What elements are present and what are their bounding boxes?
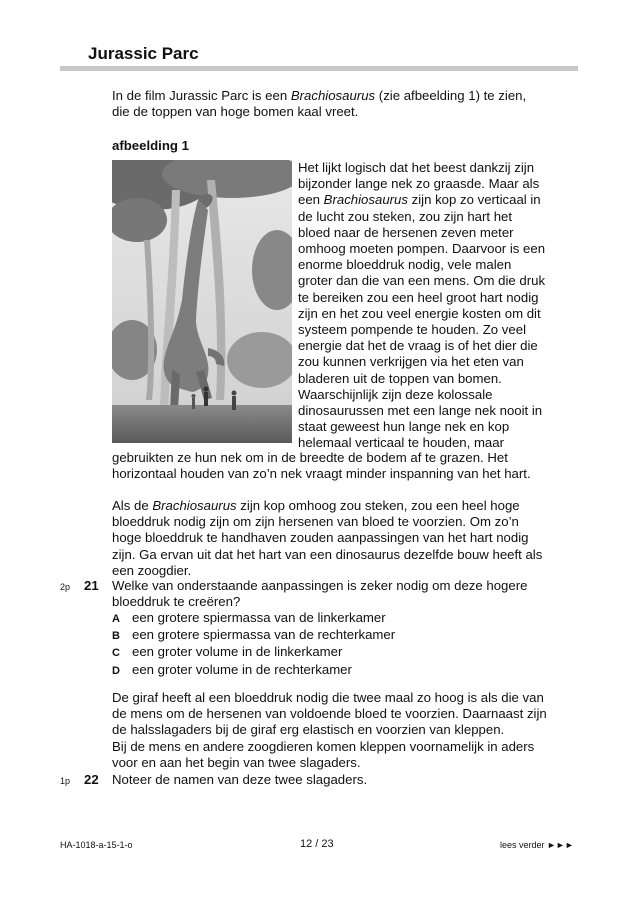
paragraph-2	[112, 498, 562, 579]
paragraph-2-text: bloeddruk nodig zijn om zijn hersenen van bloed te voorzien. Om zo’n	[112, 514, 519, 530]
footer-code: HA-1018-a-15-1-o	[60, 840, 133, 850]
wrap-text: helemaal verticaal te houden, maar	[298, 435, 504, 451]
wrap-text: zijn kop zo verticaal in	[407, 192, 541, 208]
q21-options	[112, 610, 562, 679]
paragraph-3-line	[112, 755, 562, 771]
wrap-line	[298, 192, 568, 208]
paragraph-2-text: hoge bloeddruk te handhaven zouden aanpassingen van het hart nodig	[112, 530, 529, 546]
wrap-line	[298, 387, 568, 403]
wrap-text: bijzonder lange nek zo graasde. Maar als	[298, 176, 540, 192]
intro-text: (zie afbeelding 1) te zien,	[375, 88, 527, 103]
option-letter: C	[112, 647, 120, 660]
wrap-line	[298, 371, 568, 387]
paragraph-3-line	[112, 722, 562, 738]
paragraph-2-line	[112, 547, 562, 563]
wrap-text: staat geweest hun lange nek en kop	[298, 419, 510, 435]
option-letter: A	[112, 613, 120, 625]
q22-number: 22	[84, 772, 99, 787]
brachiosaurus-photo	[112, 160, 292, 443]
intro-line	[112, 88, 562, 104]
wrap-text: zou kunnen verkrijgen via het eten van	[298, 354, 524, 370]
figure-heading: afbeelding 1	[112, 138, 189, 153]
wrap-text: Brachiosaurus	[323, 192, 408, 208]
option-letter: B	[112, 630, 120, 643]
intro-text: die de toppen van hoge bomen kaal vreet.	[112, 104, 359, 120]
wrap-text: Waarschijnlijk zijn deze kolossale	[298, 386, 493, 402]
q21-line-1: Welke van onderstaande aanpassingen is zeker nodig om deze hogere	[112, 578, 528, 593]
intro-text: In de film Jurassic Parc is een	[112, 88, 291, 103]
paragraph-3-line	[112, 739, 562, 755]
wrap-text: dinosaurussen met een lange nek nooit in	[298, 403, 543, 419]
footer-next: lees verder ►►►	[500, 840, 574, 850]
paragraph-3-text: de mens om de hersenen van voldoende bloed te voorzien. Daarnaast zijn	[112, 706, 547, 722]
continued-text: gebruikten ze hun nek om in de breedte de bodem af te grazen. Het	[112, 450, 508, 465]
continued-line	[112, 450, 562, 466]
answer-option	[112, 644, 562, 661]
option-text: een groter volume in de linkerkamer	[132, 644, 343, 660]
paragraph-2-text: Als de	[112, 498, 153, 513]
intro-line	[112, 104, 562, 120]
paragraph-3-text: De giraf heeft al een bloeddruk nodig die twee maal zo hoog is als die van	[112, 690, 544, 705]
q21-line-2: bloeddruk te creëren?	[112, 594, 241, 610]
wrap-line	[298, 306, 568, 322]
paragraph-2-text: een zoogdier.	[112, 562, 192, 578]
wrap-line	[298, 290, 568, 306]
paragraph-3-text: Bij de mens en andere zoogdieren komen kleppen voornamelijk in aders	[112, 738, 535, 754]
wrap-line	[298, 273, 568, 289]
answer-option	[112, 627, 562, 644]
continued-text: horizontaal houden van zo’n nek vraagt minder inspanning van het hart.	[112, 466, 531, 482]
wrap-line	[298, 209, 568, 225]
q21-points: 2p	[60, 582, 71, 592]
wrap-line	[298, 225, 568, 241]
footer-page: 12 / 23	[300, 838, 334, 850]
q22-points: 1p	[60, 776, 71, 786]
continued-line	[112, 466, 562, 482]
wrap-text: bloed naar de hersenen zeven meter	[298, 224, 514, 240]
wrap-line	[298, 403, 568, 419]
page-title: Jurassic Parc	[88, 44, 199, 63]
wrap-line	[298, 257, 568, 273]
q22-text: Noteer de namen van deze twee slagaders.	[112, 772, 368, 787]
wrap-text: zijn en het zou veel energie kosten om dit	[298, 305, 541, 321]
wrap-text: bladeren uit de toppen van bomen.	[298, 370, 502, 386]
wrap-text: systeem pompende te houden. Zo veel	[298, 322, 526, 338]
q21-number: 21	[84, 578, 99, 593]
wrap-text: te bereiken zou een heel groot hart nodig	[298, 289, 539, 305]
wrap-line	[298, 338, 568, 354]
paragraph-3	[112, 690, 562, 771]
wrapped-text	[298, 160, 568, 452]
wrap-text: een	[298, 192, 324, 208]
paragraph-2-line	[112, 498, 562, 514]
paragraph-2-text: zijn kop omhoog zou steken, zou een heel hoge	[236, 498, 520, 513]
wrap-line	[298, 241, 568, 257]
wrap-text: de lucht zou steken, zou zijn hart het	[298, 208, 513, 224]
paragraph-2-text: Brachiosaurus	[152, 498, 237, 513]
wrap-text: omhoog moeten pompen. Daarvoor is een	[298, 241, 546, 257]
wrap-text: enorme bloeddruk nodig, vele malen	[298, 257, 512, 273]
continued-text	[112, 450, 562, 482]
paragraph-2-line	[112, 514, 562, 530]
paragraph-2-text: zijn. Ga ervan uit dat het hart van een dinosaurus dezelfde bouw heeft als	[112, 546, 543, 562]
option-text: een grotere spiermassa van de rechterkamer	[132, 627, 396, 643]
wrap-line	[298, 322, 568, 338]
paragraph-3-line	[112, 690, 562, 706]
wrap-text: energie dat het de vraag is of het dier die	[298, 338, 538, 354]
paragraph-3-text: voor en aan het begin van twee slagaders.	[112, 754, 361, 770]
answer-option	[112, 662, 562, 679]
q21-text	[112, 578, 562, 610]
answer-option	[112, 610, 562, 627]
paragraph-3-text: de halsslagaders bij de giraf erg elastisch en voorzien van kleppen.	[112, 722, 505, 738]
wrap-line	[298, 176, 568, 192]
paragraph-2-line	[112, 530, 562, 546]
option-text: een groter volume in de rechterkamer	[132, 661, 352, 677]
header-rule	[60, 66, 578, 71]
intro-paragraph	[112, 88, 562, 120]
wrap-text: Het lijkt logisch dat het beest dankzij zijn	[298, 160, 535, 175]
wrap-line	[298, 160, 568, 176]
intro-text: Brachiosaurus	[290, 88, 376, 103]
wrap-line	[298, 419, 568, 435]
paragraph-2-line	[112, 563, 562, 579]
wrap-line	[298, 354, 568, 370]
wrap-text: groter dan die van een mens. Om die druk	[298, 273, 546, 289]
option-text: een grotere spiermassa van de linkerkamer	[132, 610, 386, 625]
option-letter: D	[112, 664, 120, 677]
paragraph-3-line	[112, 706, 562, 722]
